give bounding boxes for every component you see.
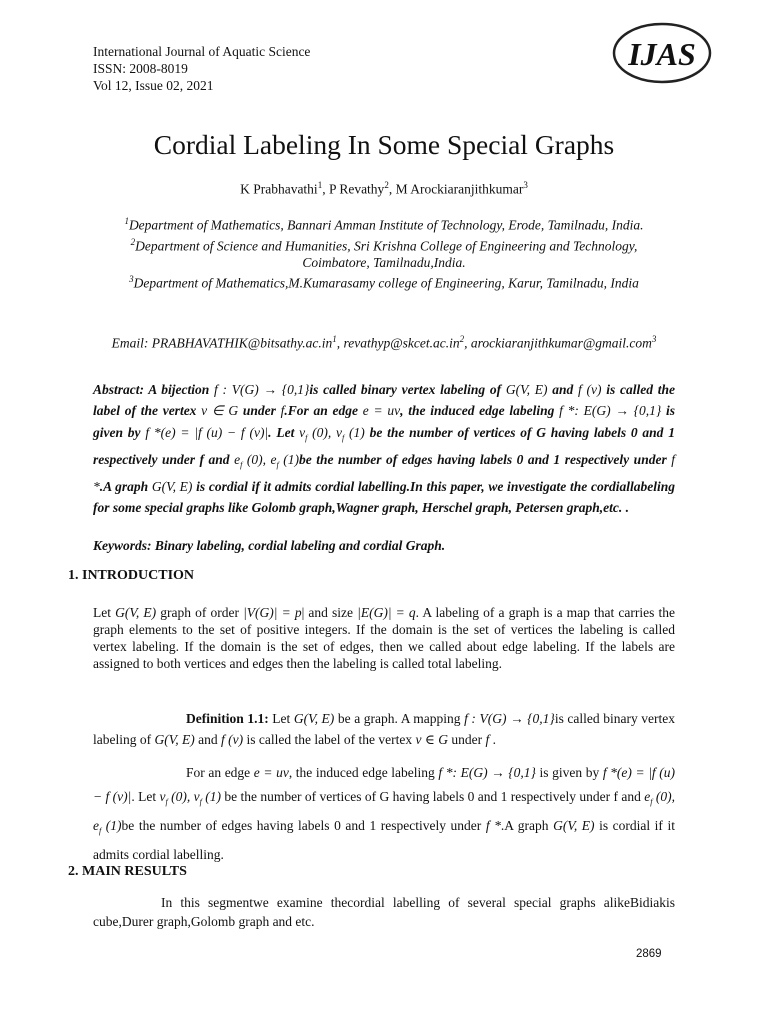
section-heading-main-results: 2. MAIN RESULTS [68, 864, 187, 879]
keywords: Keywords: Binary labeling, cordial labeling and cordial Graph. [93, 538, 446, 553]
email-line: Email: $PRABHAVATHIK@bitsathy.ac.in^1$, $revathyp@skcet.ac.in^2$, arockiaranjithkumar@gmail.com$^3$ [111, 334, 657, 351]
journal-logo [612, 22, 712, 84]
intro-paragraph: Let G(V, E) graph of order |V(G)| = p| and size |E(G)| = q. A labeling of a graph is a map that carries the graph elements to the set of positive integers. If the domain is the set of vertices the labeling is called vertex labeling. If the domain is the set of edges, then we called about edge labeling. If the labels are assigned to both vertices and edges then the labeling is called total labeling. [93, 605, 675, 671]
paper-title: Cordial Labeling In Some Special Graphs [153, 129, 615, 160]
authors: K Prabhavathi$^1$, P Revathy$^2$, M Arockiaranjithkumar$^3$ [240, 180, 528, 197]
journal-volume: Vol 12, Issue 02, 2021 [93, 78, 214, 93]
definition-paragraph: Definition 1.1: Let G(V, E) be a graph. A mapping f : V(G) → {0,1}is called binary vertex labeling of G(V, E) and f (v) is called the label of the vertex v ∈ G under f . [93, 711, 676, 747]
definition-label: Definition 1.1: [186, 711, 269, 726]
logo-text: IJAS [628, 36, 696, 72]
journal-issn: ISSN: 2008-8019 [93, 61, 188, 76]
affiliation-3: $^3$Department of Mathematics,M.Kumarasamy college of Engineering, Karur, Tamilnadu, India [129, 274, 639, 291]
affiliation-1: $^1$Department of Mathematics, Bannari Amman Institute of Technology, Erode, Tamilnadu, India. [124, 216, 644, 233]
affiliation-2: $^2$Department of Science and Humanities, Sri Krishna College of Engineering and Technology, Coimbatore, Tamilnadu,India. [130, 236, 638, 270]
page-number: 2869 [636, 948, 662, 960]
affiliations [100, 213, 668, 292]
main-results-paragraph: In this segmentwe examine thecordial labelling of several special graphs alikeBidiakis cube,Durer graph,Golomb graph and etc. [93, 895, 675, 929]
journal-header [93, 43, 310, 94]
section-heading-introduction: 1. INTRODUCTION [68, 568, 195, 583]
abstract: Abstract: A bijection f : V(G) → {0,1}is called binary vertex labeling of G(V, E) and f (v) is called the label of the vertex v ∈ G under f.For an edge e = uv, the induced edge labeling f *: E(G) → {0,1} is given by f *(e) = |f (u) − f (v)|. Let $v_f$ (0), $v_f$ (1) be the number of vertices of G having labels 0 and 1 respectively under f and $e_f$ (0), $e_f$ (1)be the number of edges having labels 0 and 1 respectively under f *.A graph G(V, E) is cordial if it admits cordial labelling.In this paper, we investigate the cordiallabeling for some special graphs like Golomb graph,Wagner graph, Herschel graph, Petersen graph,etc. . [93, 382, 676, 515]
journal-name: International Journal of Aquatic Science [93, 44, 311, 59]
edge-labeling-paragraph: For an edge e = uv, the induced edge labeling f *: E(G) → {0,1} is given by f *(e) = |f (u) − f (v)|. Let $v_f$ (0), $v_f$ (1) be the number of vertices of G having labels 0 and 1 respectively under f and $e_f$ (0), $e_f$ (1)be the number of edges having labels 0 and 1 respectively under f *.A graph G(V, E) is cordial if it admits cordial labelling. [93, 765, 676, 862]
